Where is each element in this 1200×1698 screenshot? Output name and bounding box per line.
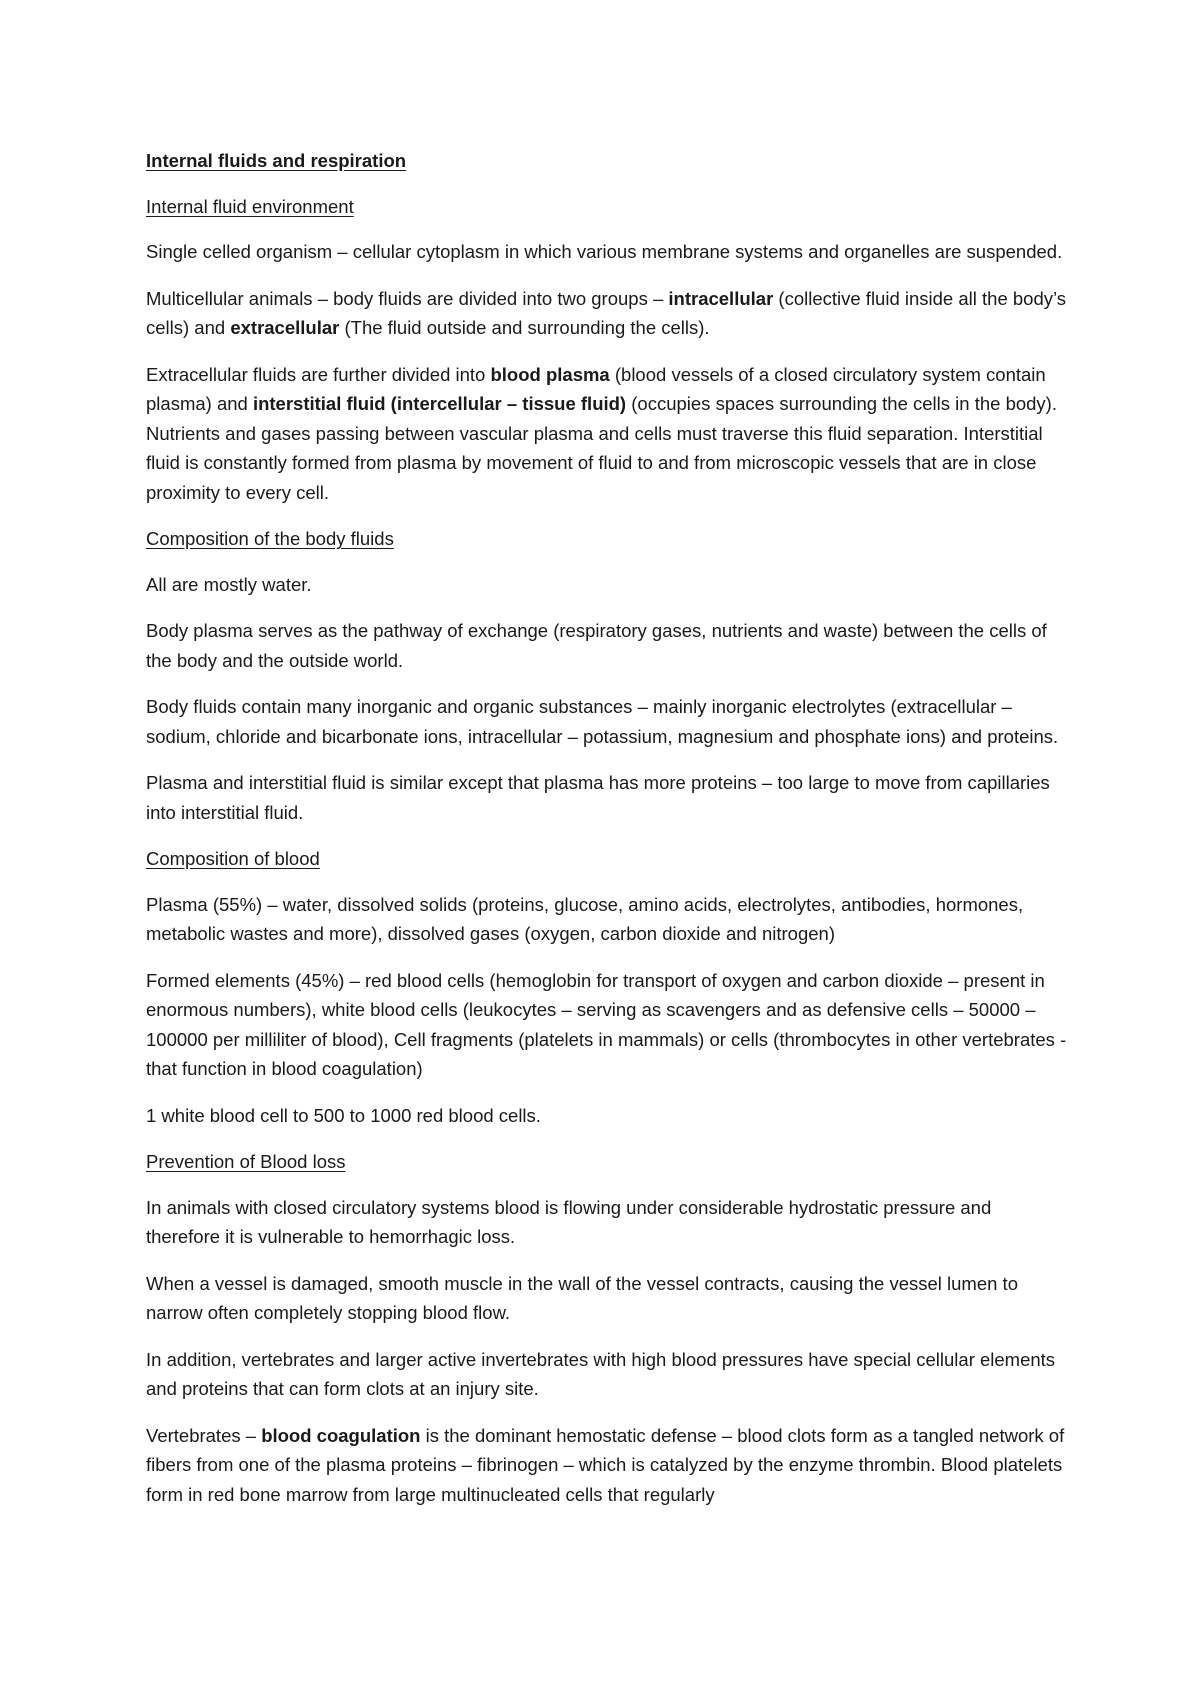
paragraph [146, 1269, 1068, 1328]
text-run: (The fluid outside and surrounding the cells). [339, 317, 710, 338]
text-run: Extracellular fluids are further divided into [146, 363, 491, 385]
text-run: Plasma and interstitial fluid is similar except that plasma has more proteins – too large to move from capillaries into interstitial fluid. [146, 772, 1050, 823]
paragraph [146, 284, 1068, 343]
paragraph [146, 570, 1068, 600]
text-run: Formed elements (45%) – red blood cells (hemoglobin for transport of oxygen and carbon dioxide – present in enormous numbers), white blood cells (leukocytes – serving as scavengers and as defensive cells – 50000 – 100000 per milliliter of blood), Cell fragments (platelets in mammals) or cells (thrombocytes in other vertebrates - that function in blood coagulation) [146, 969, 1067, 1079]
section-heading-text: Prevention of Blood loss [146, 1151, 346, 1172]
text-run: Body plasma serves as the pathway of exchange (respiratory gases, nutrients and waste) between the cells of the body and the outside world. [146, 620, 1047, 671]
bold-term: intracellular [668, 287, 774, 309]
paragraph [146, 360, 1068, 508]
bold-term: blood coagulation [261, 1424, 421, 1446]
document-title [146, 146, 1068, 176]
document-title-text: Internal fluids and respiration [146, 150, 407, 171]
paragraph [146, 237, 1068, 267]
document-body [146, 146, 1068, 1526]
text-run: (blood vessels of a closed circulatory system contain plasma) and [146, 363, 1046, 414]
section-heading [146, 524, 1068, 554]
text-run: is the dominant hemostatic defense – blood clots form as a tangled network of fibers from one of the plasma proteins – fibrinogen – which is catalyzed by the enzyme thrombin. Blood platelets form in red bone marrow from large multinucleated cells that regularly [146, 1424, 1065, 1505]
section-heading [146, 844, 1068, 874]
section-heading-text: Composition of blood [146, 848, 320, 869]
text-run: 1 white blood cell to 500 to 1000 red blood cells. [146, 1104, 541, 1126]
bold-term: extracellular [230, 317, 340, 338]
text-run: When a vessel is damaged, smooth muscle in the wall of the vessel contracts, causing the vessel lumen to narrow often completely stopping blood flow. [146, 1272, 1018, 1323]
paragraph [146, 616, 1068, 675]
paragraph [146, 692, 1068, 751]
section-heading-text: Internal fluid environment [146, 195, 354, 217]
paragraph [146, 890, 1068, 949]
text-run: In addition, vertebrates and larger active invertebrates with high blood pressures have special cellular elements and proteins that can form clots at an injury site. [146, 1348, 1056, 1399]
text-run: In animals with closed circulatory systems blood is flowing under considerable hydrostatic pressure and therefore it is vulnerable to hemorrhagic loss. [146, 1196, 992, 1247]
paragraph [146, 1101, 1068, 1131]
bold-term: blood plasma [490, 363, 610, 385]
paragraph [146, 1345, 1068, 1404]
text-run: All are mostly water. [146, 573, 312, 595]
text-run: (occupies spaces surrounding the cells in the body). Nutrients and gases passing between vascular plasma and cells must traverse this fluid separation. Interstitial fluid is constantly formed from plasma by movement of fluid to and from microscopic vessels that are in close proximity to every cell. [146, 393, 1057, 503]
text-run: Vertebrates – [146, 1424, 262, 1446]
text-run: Plasma (55%) – water, dissolved solids (proteins, glucose, amino acids, electrolytes, antibodies, hormones, metabolic wastes and more), dissolved gases (oxygen, carbon dioxide and nitrogen) [146, 893, 1024, 944]
text-run: Single celled organism – cellular cytoplasm in which various membrane systems and organelles are suspended. [146, 241, 1063, 262]
bold-term: interstitial fluid (intercellular – tissue fluid) [252, 393, 627, 414]
section-heading [146, 192, 1068, 222]
section-heading [146, 1147, 1068, 1177]
text-run: (collective fluid inside all the body’s cells) and [146, 287, 1067, 338]
paragraph [146, 768, 1068, 827]
section-heading-text: Composition of the body fluids [146, 528, 394, 549]
text-run: Multicellular animals – body fluids are divided into two groups – [146, 287, 669, 309]
paragraph [146, 1421, 1068, 1510]
paragraph [146, 966, 1068, 1084]
paragraph [146, 1193, 1068, 1252]
text-run: Body fluids contain many inorganic and organic substances – mainly inorganic electrolytes (extracellular – sodium, chloride and bicarbonate ions, intracellular – potassium, magnesium and phosphate ions) and proteins. [146, 696, 1059, 747]
